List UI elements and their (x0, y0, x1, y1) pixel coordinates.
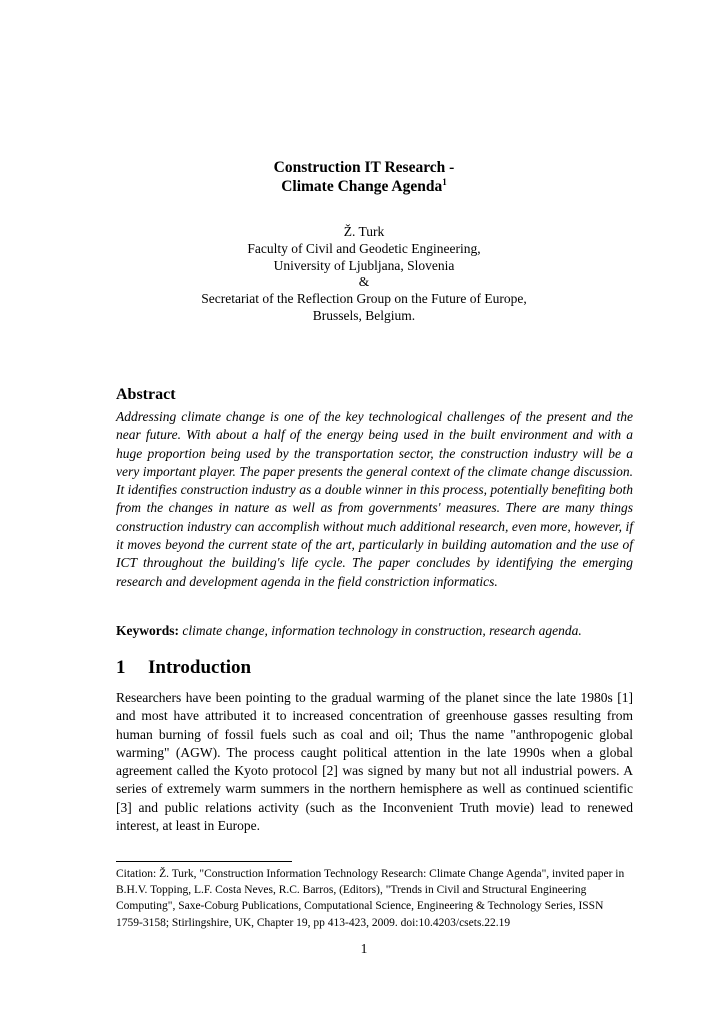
section-title: Introduction (148, 657, 252, 678)
section-number: 1 (116, 657, 126, 678)
introduction-heading (116, 656, 251, 680)
affiliation-faculty: Faculty of Civil and Geodetic Engineering, (247, 240, 481, 256)
title-line-1: Construction IT Research - (273, 159, 455, 176)
title-line-2 (0, 177, 728, 196)
page-number: 1 (360, 941, 368, 956)
affiliation-university: University of Ljubljana, Slovenia (273, 257, 455, 273)
paper-title (0, 158, 728, 196)
author-name: Ž. Turk (343, 224, 385, 239)
affiliation-ampersand: & (358, 274, 370, 290)
keywords-label: Keywords: (116, 623, 179, 638)
affiliation-secretariat: Secretariat of the Reflection Group on the Future of Europe, (201, 291, 527, 307)
keywords-line (116, 622, 633, 640)
introduction-text: Researchers have been pointing to the gradual warming of the planet since the late 1980s [1] and most have attributed it to increased concentration of greenhouse gasses resulting from human burning of fossil fuels such as coal and oil; Thus the name "anthropogenic global warming" (AGW). The process caught political attention in the late 1990s when a global agreement called the Kyoto protocol [2] was signed by many but not all industrial powers. A series of extremely warm summers in the northern hemisphere as well as continued scientific [3] and public relations activity (such as the Inconvenient Truth movie) lead to renewed interest, at least in Europe. (116, 690, 633, 834)
author-block (0, 224, 728, 325)
abstract-heading: Abstract (116, 386, 176, 403)
footnote-citation: Citation: Ž. Turk, "Construction Information Technology Research: Climate Change Agenda", invited paper in B.H.V. Topping, L.F. Costa Neves, R.C. Barros, (Editors), "Trends in Civil and Structural Engineering Computing", Saxe-Coburg Publications, Computational Science, Engineering & Technology Series, ISSN 1759-3158; Stirlingshire, UK, Chapter 19, pp 413-423, 2009. doi:10.4203/csets.22.19 (116, 868, 625, 929)
footnote-divider (116, 861, 292, 862)
abstract-text: Addressing climate change is one of the key technological challenges of the present and the near future. With about a half of the energy being used in the built environment and with a huge proportion being used by the transportation sector, the construction industry will be a very important player. The paper presents the general context of the climate change discussion. It identifies construction industry as a double winner in this process, potentially benefiting both from the changes in nature as well as from governments' measures. There are many things construction industry can accomplish without much additional research, even more, however, if it moves beyond the current state of the art, particularly in building automation and the use of ICT throughout the building's life cycle. The paper concludes by identifying the emerging research and development agenda in the field constriction informatics. (116, 409, 633, 589)
title-line-2-text: Climate Change Agenda (281, 178, 443, 195)
affiliation-city: Brussels, Belgium. (312, 307, 416, 323)
keywords-list: climate change, information technology in construction, research agenda. (182, 623, 582, 638)
title-footnote-marker[interactable]: 1 (442, 176, 447, 187)
